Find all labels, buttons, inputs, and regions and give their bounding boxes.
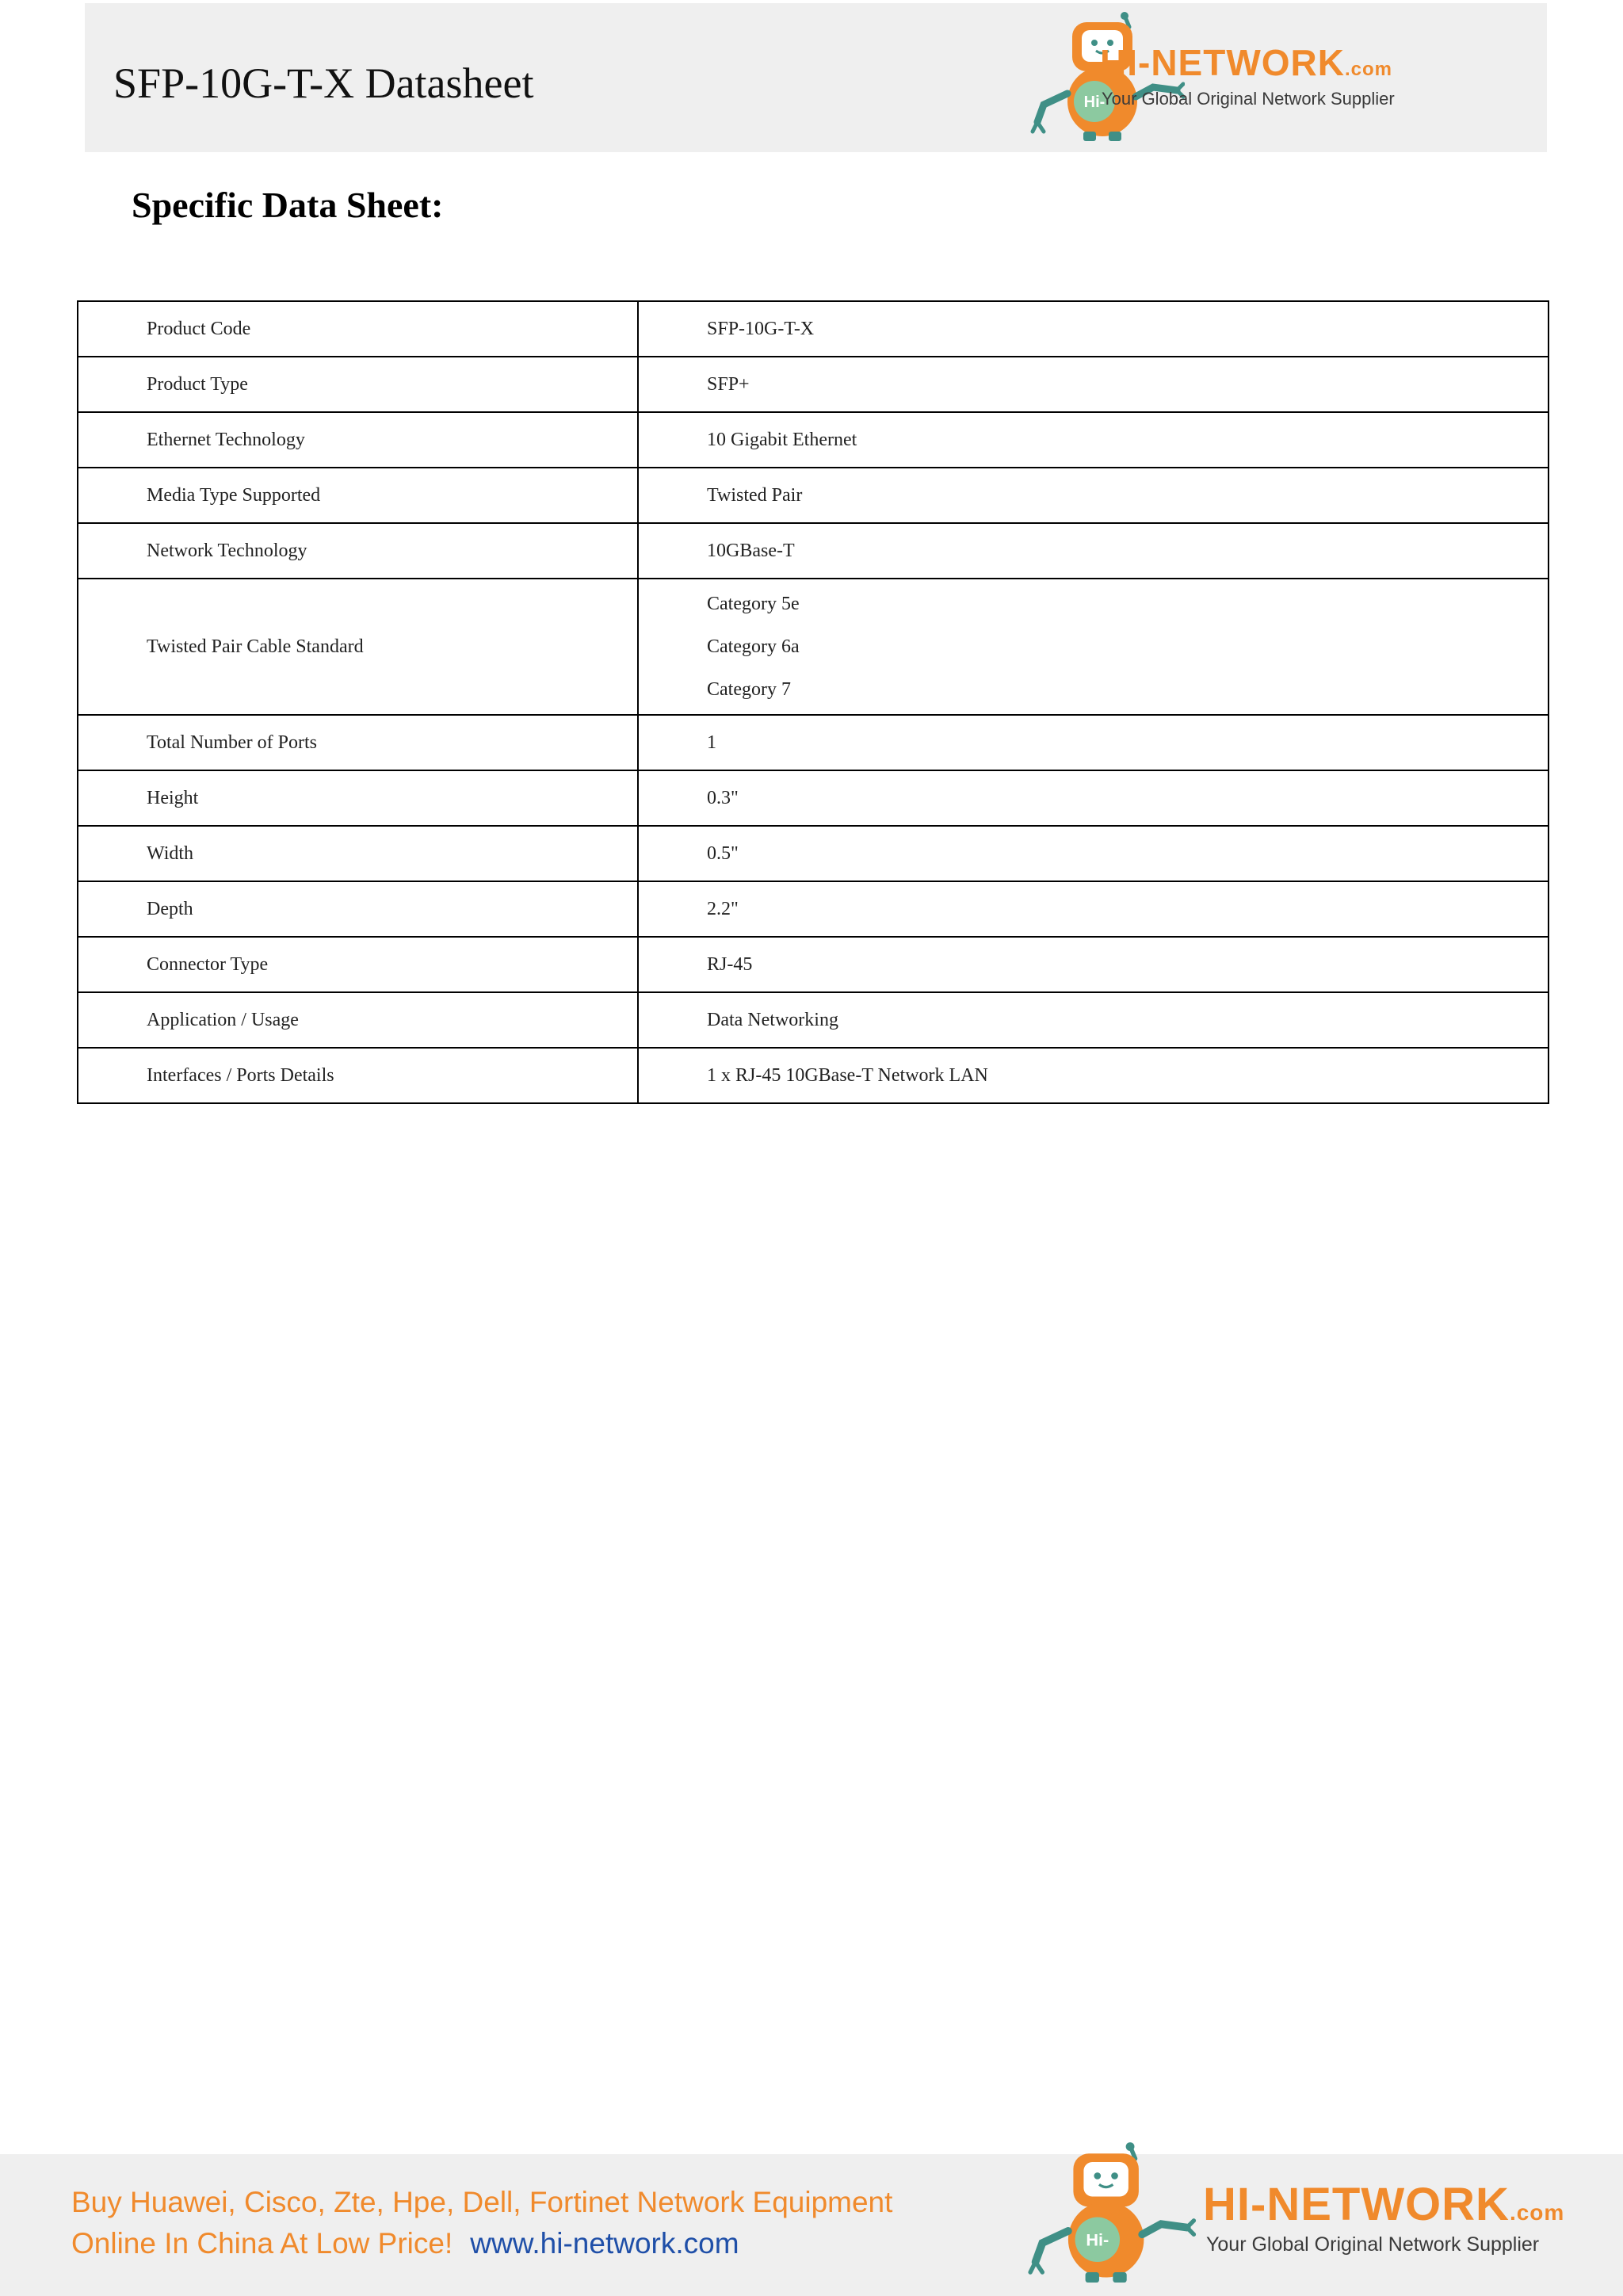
header-brand-name: HI-NETWORK.com bbox=[1100, 42, 1392, 83]
spec-value: RJ-45 bbox=[638, 937, 1549, 992]
table-row bbox=[78, 523, 1549, 579]
spec-value-list bbox=[638, 579, 1549, 715]
spec-value: Category 6a bbox=[707, 636, 800, 657]
document-title: SFP-10G-T-X Datasheet bbox=[113, 59, 534, 107]
spec-value: SFP+ bbox=[638, 357, 1549, 412]
spec-label: Product Type bbox=[78, 357, 638, 412]
spec-label: Network Technology bbox=[78, 523, 638, 579]
spec-label: Interfaces / Ports Details bbox=[78, 1048, 638, 1103]
spec-value: SFP-10G-T-X bbox=[638, 301, 1549, 357]
spec-table bbox=[77, 300, 1549, 1104]
spec-value: 0.5" bbox=[638, 826, 1549, 881]
spec-value: 0.3" bbox=[638, 770, 1549, 826]
logo-badge-text: Hi- bbox=[1086, 2229, 1109, 2250]
section-title: Specific Data Sheet: bbox=[132, 185, 444, 225]
table-row bbox=[78, 301, 1549, 357]
spec-value: 1 bbox=[638, 715, 1549, 770]
table-row bbox=[78, 412, 1549, 468]
spec-label: Media Type Supported bbox=[78, 468, 638, 523]
table-row bbox=[78, 468, 1549, 523]
table-row bbox=[78, 715, 1549, 770]
spec-value: Category 7 bbox=[707, 679, 791, 700]
spec-label: Total Number of Ports bbox=[78, 715, 638, 770]
spec-value: 10GBase-T bbox=[638, 523, 1549, 579]
spec-label: Twisted Pair Cable Standard bbox=[78, 579, 638, 715]
table-row bbox=[78, 1048, 1549, 1103]
table-row bbox=[78, 937, 1549, 992]
table-row bbox=[78, 881, 1549, 937]
table-row bbox=[78, 992, 1549, 1048]
header-brand-tagline: Your Global Original Network Supplier bbox=[1102, 89, 1395, 109]
spec-value: 10 Gigabit Ethernet bbox=[638, 412, 1549, 468]
spec-value: 1 x RJ-45 10GBase-T Network LAN bbox=[638, 1048, 1549, 1103]
spec-label: Product Code bbox=[78, 301, 638, 357]
spec-value: Category 5e bbox=[707, 594, 800, 614]
spec-label: Width bbox=[78, 826, 638, 881]
spec-label: Ethernet Technology bbox=[78, 412, 638, 468]
robot-logo-icon bbox=[1022, 2141, 1197, 2292]
spec-label: Connector Type bbox=[78, 937, 638, 992]
footer-brand-name: HI-NETWORK.com bbox=[1203, 2179, 1565, 2230]
spec-value: Twisted Pair bbox=[638, 468, 1549, 523]
logo-badge-text: Hi- bbox=[1083, 94, 1106, 111]
spec-label: Application / Usage bbox=[78, 992, 638, 1048]
footer-promo-line-1: Buy Huawei, Cisco, Zte, Hpe, Dell, Fortinet Network Equipment bbox=[71, 2186, 893, 2218]
spec-label: Depth bbox=[78, 881, 638, 937]
table-row bbox=[78, 770, 1549, 826]
spec-label: Height bbox=[78, 770, 638, 826]
footer-website-link[interactable]: www.hi-network.com bbox=[470, 2227, 739, 2260]
footer-promo-text: Online In China At Low Price! bbox=[71, 2227, 453, 2260]
spec-value: Data Networking bbox=[638, 992, 1549, 1048]
table-row bbox=[78, 357, 1549, 412]
table-row bbox=[78, 826, 1549, 881]
spec-value: 2.2" bbox=[638, 881, 1549, 937]
table-row bbox=[78, 579, 1549, 715]
footer-promo-line-2 bbox=[71, 2227, 739, 2260]
footer-brand-tagline: Your Global Original Network Supplier bbox=[1206, 2233, 1540, 2256]
